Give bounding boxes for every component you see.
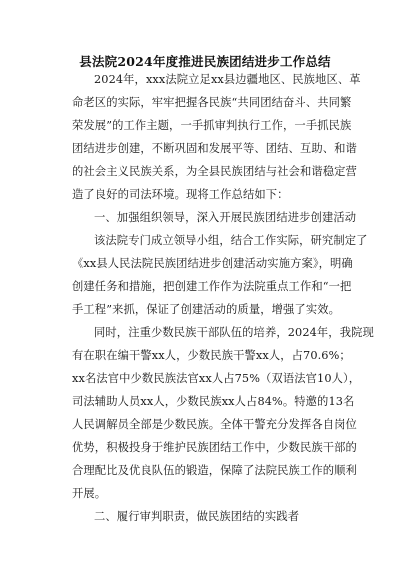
- paragraph-line: 造了良好的司法环境。现将工作总结如下：: [72, 188, 289, 201]
- paragraph-line: xx名法官中少数民族法官xx人占75%（双语法官10人），: [72, 372, 361, 385]
- document-body: [72, 68, 374, 528]
- paragraph-line: 该法院专门成立领导小组，结合工作实际，研究制定了: [94, 234, 368, 247]
- document-title: 县法院2024年度推进民族团结进步工作总结: [79, 54, 331, 69]
- paragraph-line: 团结进步创建，不断巩固和发展平等、团结、互助、和谐: [72, 142, 357, 155]
- paragraph-line: 开展。: [72, 487, 107, 500]
- paragraph-line: 同时，注重少数民族干部队伍的培养，2024年，我院现: [94, 326, 374, 339]
- paragraph-line: 荣发展”的工作主题，一手抓审判执行工作，一手抓民族: [72, 119, 352, 132]
- paragraph-line: 有在职在编干警xx人，少数民族干警xx人，占70.6%；: [72, 349, 351, 362]
- section-heading: 一、加强组织领导，深入开展民族团结进步创建活动: [94, 211, 357, 224]
- paragraph-line: 《xx县人民法院民族团结进步创建活动实施方案》，明确: [72, 257, 353, 270]
- paragraph-line: 的社会主义民族关系，为全县民族团结与社会和谐稳定营: [72, 165, 357, 178]
- section-heading: 二、履行审判职责，做民族团结的实践者: [94, 510, 300, 523]
- paragraph-line: 司法辅助人员xx人，少数民族xx人占84%。特邀的13名: [72, 395, 355, 408]
- paragraph-line: 优势，积极投身于维护民族团结工作中，少数民族干部的: [72, 441, 357, 454]
- paragraph-line: 人民调解员全部是少数民族。全体干警充分发挥各自岗位: [72, 418, 357, 431]
- paragraph-line: 创建任务和措施，把创建工作作为法院重点工作和“一把: [72, 280, 352, 293]
- paragraph-line: 2024年，xxx法院立足xx县边疆地区、民族地区、革: [94, 73, 361, 86]
- paragraph-line: 合理配比及优良队伍的锻造，保障了法院民族工作的顺利: [72, 464, 357, 477]
- paragraph-line: 命老区的实际，牢牢把握各民族“共同团结奋斗、共同繁: [72, 96, 352, 109]
- paragraph-line: 手工程”来抓，保证了创建活动的质量，增强了实效。: [72, 303, 341, 316]
